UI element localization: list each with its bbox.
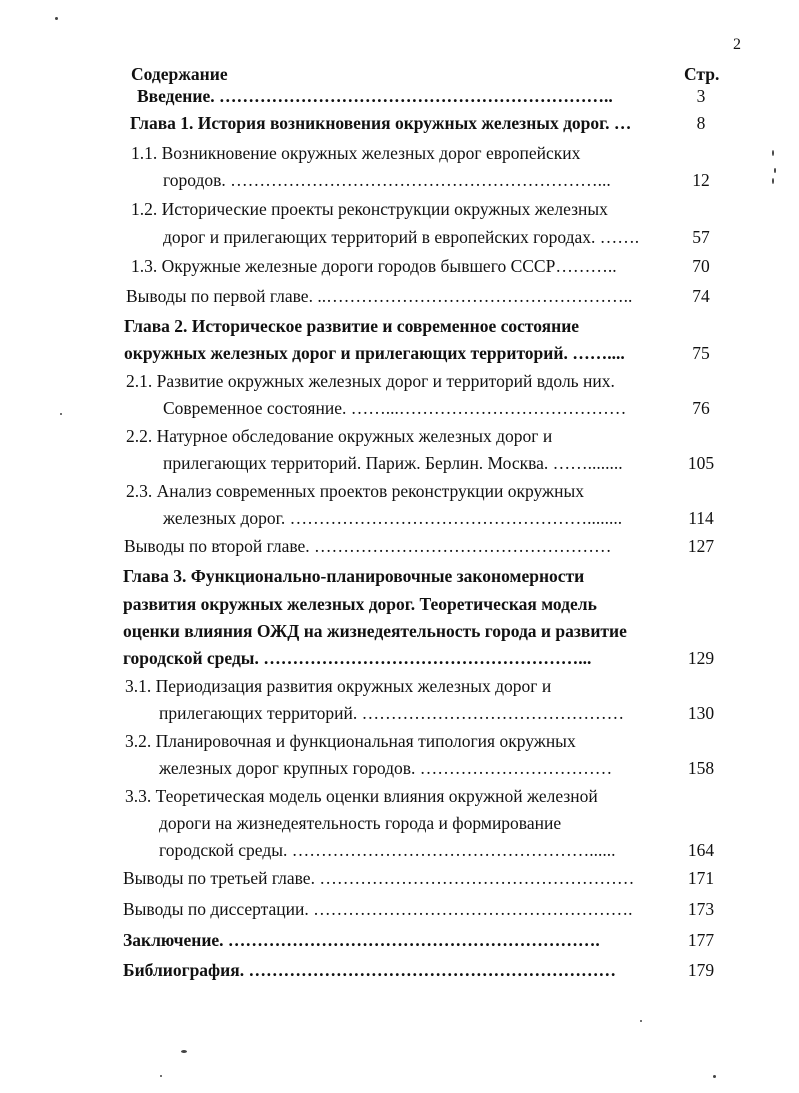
toc-entry-chapter-1: Глава 1. История возникновения окружных железных дорог. … — [130, 113, 632, 133]
toc-page-chapter-3: 129 — [687, 648, 715, 668]
toc-entry-section-1-1-cont: городов. ………………………………………………………... — [163, 170, 611, 190]
toc-entry-section-1-2-cont: дорог и прилегающих территорий в европейских городах. ……. — [163, 227, 640, 247]
toc-entry-section-3-3: 3.3. Теоретическая модель оценки влияния окружной железной — [125, 786, 598, 806]
scan-speck — [60, 413, 62, 415]
toc-page-section-2-3: 114 — [688, 508, 714, 528]
toc-entry-chapter-3-cont-3: городской среды. ………………………………………………... — [123, 648, 592, 668]
toc-entry-section-1-2: 1.2. Исторические проекты реконструкции окружных железных — [131, 199, 608, 219]
scan-speck — [772, 178, 774, 184]
toc-entry-chapter-2: Глава 2. Историческое развитие и современное состояние — [124, 316, 580, 336]
toc-page-section-3-1: 130 — [687, 703, 715, 723]
toc-entry-section-3-1: 3.1. Периодизация развития окружных железных дорог и — [125, 676, 552, 696]
toc-entry-section-3-3-cont-1: дороги на жизнедеятельность города и формирование — [159, 813, 562, 833]
toc-entry-section-2-2: 2.2. Натурное обследование окружных железных дорог и — [126, 426, 553, 446]
toc-entry-conclusions-1: Выводы по первой главе. ..…………………………………………….. — [126, 286, 633, 306]
toc-entry-conclusions-2: Выводы по второй главе. …………………………………………… — [124, 536, 612, 556]
toc-entry-chapter-3-cont-1: развития окружных железных дорог. Теоретическая модель — [123, 594, 597, 614]
toc-page-section-1-2: 57 — [692, 227, 710, 247]
toc-page-section-1-3: 70 — [692, 256, 710, 276]
scan-speck — [772, 150, 774, 156]
toc-entry-section-2-1: 2.1. Развитие окружных железных дорог и территорий вдоль них. — [126, 371, 615, 391]
scan-speck — [181, 1050, 187, 1053]
toc-entry-chapter-2-cont: окружных железных дорог и прилегающих территорий. …….... — [124, 343, 625, 363]
toc-entry-introduction: Введение. ………………………………………………………….. — [137, 86, 613, 106]
toc-entry-chapter-3: Глава 3. Функционально-планировочные закономерности — [123, 566, 585, 586]
toc-entry-section-3-2-cont: железных дорог крупных городов. …………………………… — [159, 758, 613, 778]
toc-entry-section-2-1-cont: Современное состояние. ……...………………………………… — [163, 398, 627, 418]
toc-page-chapter-2: 75 — [692, 343, 710, 363]
toc-page-section-3-2: 158 — [687, 758, 715, 778]
toc-entry-conclusions-dissertation: Выводы по диссертации. ………………………………………………. — [123, 899, 633, 919]
toc-page-bibliography: 179 — [687, 960, 715, 980]
toc-page-section-3-3: 164 — [687, 840, 715, 860]
toc-page-conclusions-1: 74 — [692, 286, 710, 306]
toc-entry-section-3-3-cont-2: городской среды. ……………………………………………...... — [159, 840, 616, 860]
toc-entry-section-1-3: 1.3. Окружные железные дороги городов бывшего СССР……….. — [131, 256, 617, 276]
toc-page-conclusions-dissertation: 173 — [687, 899, 715, 919]
scan-speck — [55, 17, 58, 20]
toc-heading: Содержание — [131, 64, 228, 84]
scan-speck — [640, 1020, 642, 1022]
toc-entry-section-2-2-cont: прилегающих территорий. Париж. Берлин. Москва. ……........ — [163, 453, 623, 473]
page-number: 2 — [733, 36, 741, 53]
toc-entry-conclusions-3: Выводы по третьей главе. ……………………………………………… — [123, 868, 635, 888]
toc-page-section-1-1: 12 — [692, 170, 710, 190]
pages-column-heading: Стр. — [684, 64, 720, 84]
scan-speck — [713, 1075, 716, 1078]
scan-speck — [774, 168, 776, 173]
toc-entry-bibliography: Библиография. ……………………………………………………… — [123, 960, 616, 980]
toc-page-chapter-1: 8 — [696, 113, 706, 133]
toc-page-conclusions-2: 127 — [687, 536, 715, 556]
toc-page-section-2-1: 76 — [692, 398, 710, 418]
toc-entry-summary: Заключение. ………………………………………………………. — [123, 930, 600, 950]
toc-entry-section-2-3: 2.3. Анализ современных проектов реконструкции окружных — [126, 481, 584, 501]
toc-entry-section-3-1-cont: прилегающих территорий. ……………………………………… — [159, 703, 625, 723]
toc-entry-section-1-1: 1.1. Возникновение окружных железных дорог европейских — [131, 143, 581, 163]
scan-speck — [160, 1075, 162, 1077]
toc-page-conclusions-3: 171 — [687, 868, 715, 888]
toc-page-summary: 177 — [687, 930, 715, 950]
toc-entry-chapter-3-cont-2: оценки влияния ОЖД на жизнедеятельность города и развитие — [123, 621, 627, 641]
toc-page-section-2-2: 105 — [687, 453, 715, 473]
toc-entry-section-2-3-cont: железных дорог. ……………………………………………........ — [163, 508, 623, 528]
toc-page-introduction: 3 — [696, 86, 706, 106]
toc-entry-section-3-2: 3.2. Планировочная и функциональная типология окружных — [125, 731, 576, 751]
